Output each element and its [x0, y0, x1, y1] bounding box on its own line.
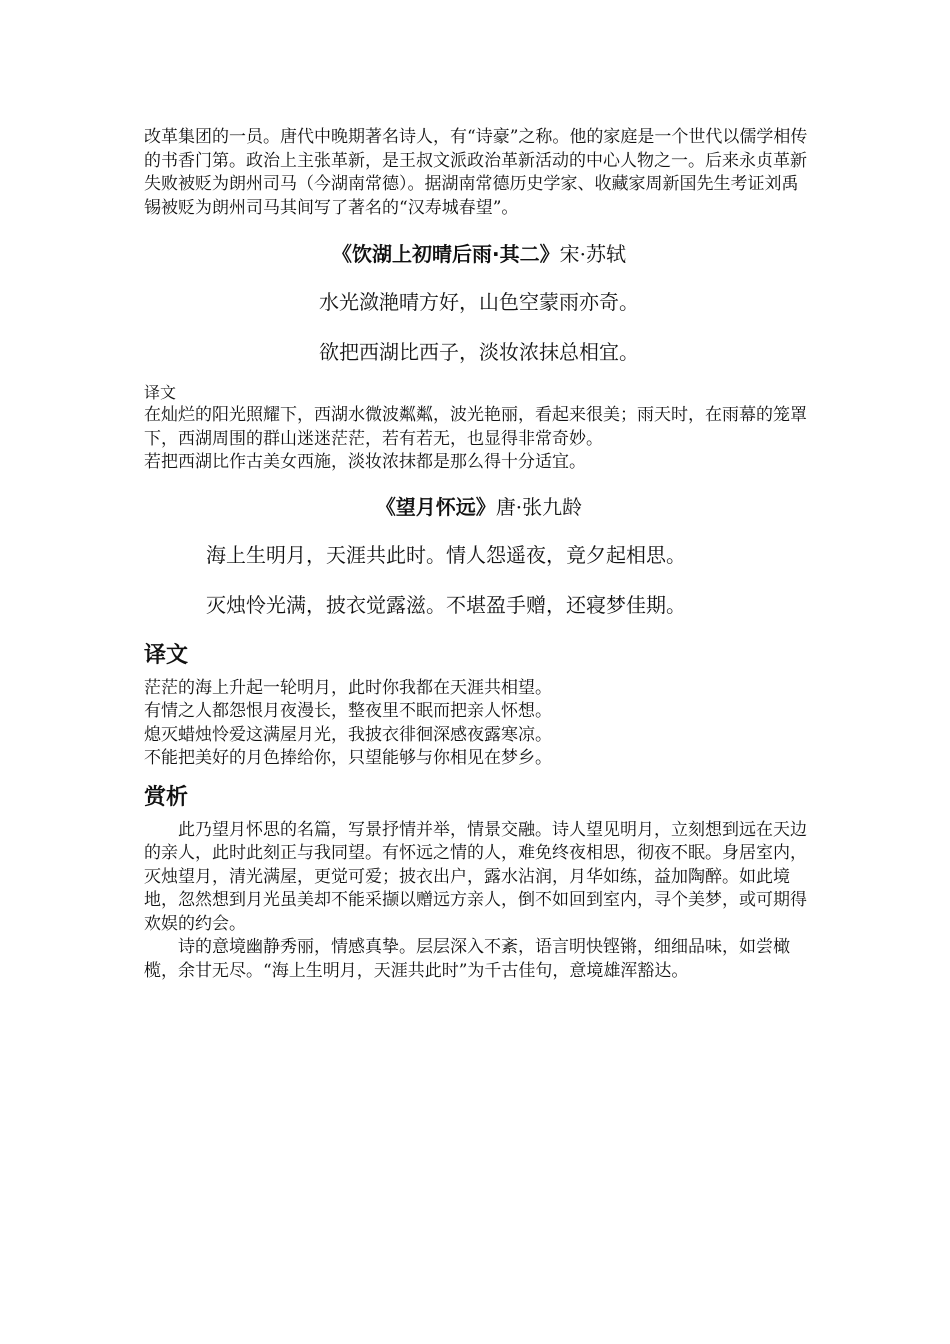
poem1-author: 宋·苏轼: [559, 242, 626, 266]
poem1-line-1: 水光潋滟晴方好，山色空蒙雨亦奇。: [319, 290, 639, 314]
poem2-title: [144, 493, 814, 521]
poem1-translation-2: 若把西湖比作古美女西施，淡妆浓抹都是那么得十分适宜。: [144, 452, 586, 472]
poem2-translation-heading: 译文: [144, 642, 189, 668]
poem2-line-1: 海上生明月，天涯共此时。情人怨遥夜，竟夕起相思。: [206, 542, 686, 567]
poem2-translation-line-3: 熄灭蜡烛怜爱这满屋月光，我披衣徘徊深感夜露寒凉。: [144, 724, 552, 745]
poem2-author: 唐·张九龄: [495, 494, 583, 519]
poem2-analysis-paragraph-2: 诗的意境幽静秀丽，情感真挚。层层深入不紊，语言明快铿锵，细细品味，如尝橄榄，余甘无尽。“海上生明月，天涯共此时”为千古佳句，意境雄浑豁达。: [144, 937, 790, 981]
poem2-title-text: 《望月怀远》: [375, 494, 496, 519]
poem2-translation-line-4: 不能把美好的月色捧给你，只望能够与你相见在梦乡。: [144, 748, 552, 768]
poem1-line-2: 欲把西湖比西子，淡妆浓抹总相宜。: [319, 340, 639, 364]
poem2-analysis-paragraph-1: 此乃望月怀思的名篇，写景抒情并举，情景交融。诗人望见明月，立刻想到远在天边的亲人，此时此刻正与我同望。有怀远之情的人，难免终夜相思，彻夜不眠。身居室内，灭烛望月，清光满屋，更觉可爱；披衣出户，露水沾润，月华如练，益加陶醉。如此境地，忽然想到月光虽美却不能采撷以赠远方亲人，倒不如回到室内，寻个美梦，或可期得欢娱的约会。: [144, 819, 807, 934]
poem1-title-text: 《饮湖上初晴后雨·其二》: [332, 242, 560, 266]
poem2-analysis-heading: 赏析: [144, 784, 189, 810]
poem2-translation-line-2: 有情之人都怨恨月夜漫长，整夜里不眠而把亲人怀想。: [144, 701, 552, 721]
poem1-title: [144, 240, 814, 268]
document-page: [144, 126, 814, 983]
intro-paragraph: 改革集团的一员。唐代中晚期著名诗人，有“诗豪”之称。他的家庭是一个世代以儒学相传的书香门第。政治上主张革新，是王叔文派政治革新活动的中心人物之一。后来永贞革新失败被贬为朗州司马（今湖南常德）。据湖南常德历史学家、收藏家周新国先生考证刘禹锡被贬为朗州司马其间写了著名的“汉寿城春望”。: [144, 127, 808, 218]
poem1-translation-label: 译文: [144, 383, 177, 402]
poem2-translation-line-1: 茫茫的海上升起一轮明月，此时你我都在天涯共相望。: [144, 677, 552, 698]
poem2-line-2: 灭烛怜光满，披衣觉露滋。不堪盈手赠，还寝梦佳期。: [206, 592, 686, 617]
poem2-translation-block: [144, 677, 814, 771]
poem1-translation-1: 在灿烂的阳光照耀下，西湖水微波粼粼，波光艳丽，看起来很美；雨天时，在雨幕的笼罩下，西湖周围的群山迷迷茫茫，若有若无，也显得非常奇妙。: [144, 405, 807, 449]
